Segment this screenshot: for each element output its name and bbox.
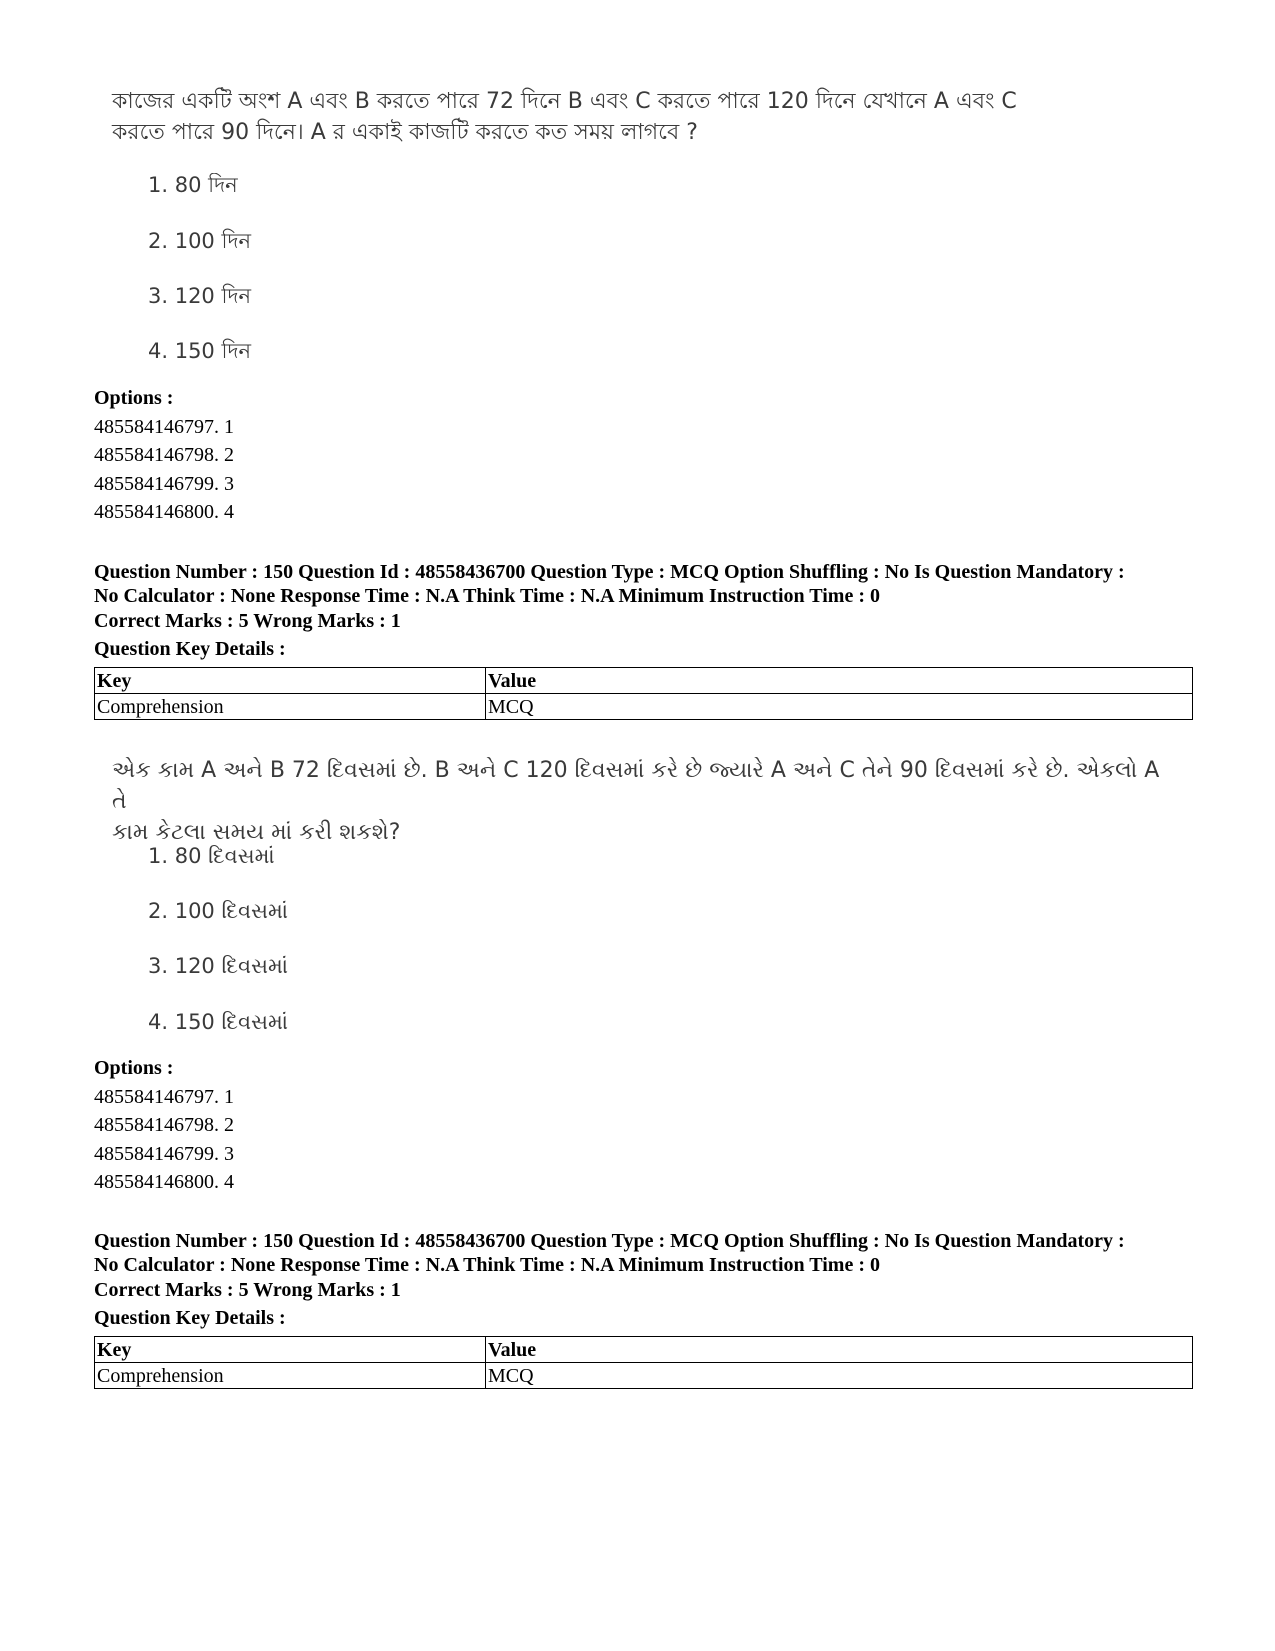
table-header-row	[95, 1337, 1193, 1363]
choice-2: 2. 100 দিন	[148, 229, 252, 253]
question-text-line-2: કામ કેટલા સમય માં કરી શકશે?	[112, 820, 401, 845]
question-metadata	[94, 1229, 1194, 1277]
table-cell-key: Comprehension	[95, 1363, 486, 1389]
option-item: 485584146797. 1	[94, 415, 234, 438]
metadata-line-1: Question Number : 150 Question Id : 48558436700 Question Type : MCQ Option Shuffling : No Is Question Mandatory :	[94, 1230, 1125, 1252]
marks-line: Correct Marks : 5 Wrong Marks : 1	[94, 610, 401, 632]
table-cell-value: MCQ	[486, 694, 1193, 720]
choice-2: 2. 100 દિવસમાં	[148, 899, 289, 923]
choice-4: 4. 150 দিন	[148, 339, 252, 363]
option-item: 485584146800. 4	[94, 501, 234, 523]
table-cell-key: Comprehension	[95, 694, 486, 720]
question-choices-bengali	[112, 86, 1172, 376]
options-label: Options :	[94, 387, 174, 409]
options-list	[94, 384, 234, 527]
option-item: 485584146799. 3	[94, 1142, 234, 1165]
table-cell-value: MCQ	[486, 1363, 1193, 1389]
metadata-line-2: No Calculator : None Response Time : N.A Think Time : N.A Minimum Instruction Time : 0	[94, 1254, 880, 1276]
question-metadata	[94, 560, 1194, 608]
option-item: 485584146798. 2	[94, 1114, 234, 1136]
option-item: 485584146799. 3	[94, 472, 234, 495]
choice-3: 3. 120 દિવસમાં	[148, 954, 289, 978]
table-header-value: Value	[486, 668, 1193, 694]
question-key-table	[94, 1336, 1193, 1389]
options-list	[94, 1054, 234, 1197]
choice-1: 1. 80 દિવસમાં	[148, 844, 275, 868]
question-text-line-2: করতে পারে 90 দিনে। A র একাই কাজটি করতে কত সময় লাগবে ?	[112, 120, 698, 145]
question-text-line-1: কাজের একটি অংশ A এবং B করতে পারে 72 দিনে B এবং C করতে পারে 120 দিনে যেখানে A এবং C	[112, 89, 1017, 114]
table-row	[95, 1363, 1193, 1389]
option-item: 485584146798. 2	[94, 444, 234, 466]
option-item: 485584146800. 4	[94, 1171, 234, 1193]
table-header-row	[95, 668, 1193, 694]
key-details-label: Question Key Details :	[94, 638, 286, 660]
metadata-line-2: No Calculator : None Response Time : N.A Think Time : N.A Minimum Instruction Time : 0	[94, 585, 880, 607]
marks-line: Correct Marks : 5 Wrong Marks : 1	[94, 1279, 401, 1301]
question-key-table	[94, 667, 1193, 720]
key-details-label: Question Key Details :	[94, 1307, 286, 1329]
table-header-key: Key	[95, 668, 486, 694]
question-choices-gujarati	[112, 755, 1172, 1045]
table-header-key: Key	[95, 1337, 486, 1363]
option-item: 485584146797. 1	[94, 1085, 234, 1108]
choice-1: 1. 80 দিন	[148, 173, 238, 197]
question-text-line-1: એક કામ A અને B 72 દિવસમાં છે. B અને C 120 દિવસમાં કરે છે જ્યારે A અને C તેને 90 દિવસમાં કરે છે. એકલો A તે	[112, 758, 1160, 814]
options-label: Options :	[94, 1057, 174, 1079]
choice-3: 3. 120 দিন	[148, 284, 252, 308]
table-row	[95, 694, 1193, 720]
metadata-line-1: Question Number : 150 Question Id : 48558436700 Question Type : MCQ Option Shuffling : No Is Question Mandatory :	[94, 561, 1125, 583]
choice-4: 4. 150 દિવસમાં	[148, 1010, 289, 1034]
table-header-value: Value	[486, 1337, 1193, 1363]
